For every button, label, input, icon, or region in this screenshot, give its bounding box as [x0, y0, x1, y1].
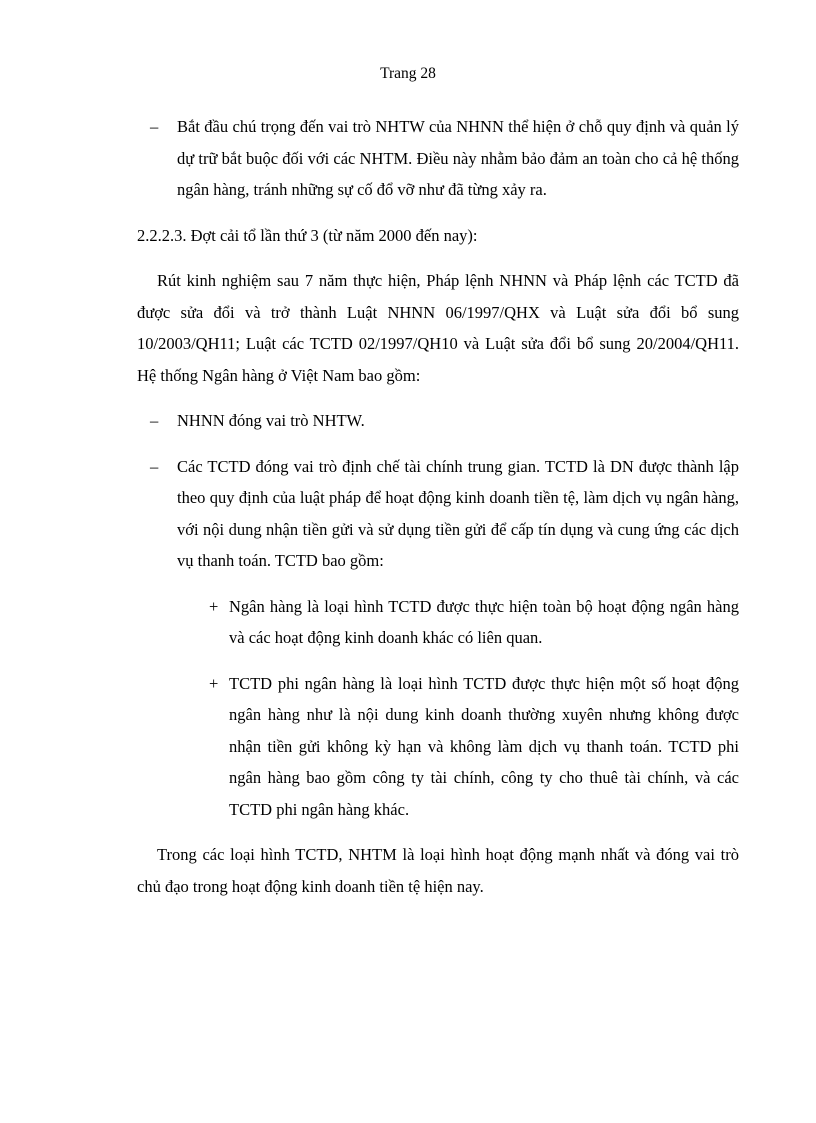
system-item-sbv — [137, 405, 739, 437]
tctd-type-text: TCTD phi ngân hàng là loại hình TCTD được thực hiện một số hoạt động ngân hàng như là nội dung kinh doanh thường xuyên nhưng không được nhận tiền gửi không kỳ hạn và không làm dịch vụ thanh toán. TCTD phi ngân hàng bao gồm công ty tài chính, công ty cho thuê tài chính, và các TCTD phi ngân hàng khác. — [229, 673, 739, 819]
system-item-text: NHNN đóng vai trò NHTW. — [177, 411, 365, 430]
tctd-type-bank — [137, 591, 739, 654]
section-heading: 2.2.2.3. Đợt cải tổ lần thứ 3 (từ năm 2000 đến nay): — [137, 225, 478, 245]
dash-bullet-marker: – — [150, 411, 159, 430]
tctd-type-non-bank — [137, 668, 739, 826]
page-number-header: Trang 28 — [380, 65, 436, 82]
system-item-text: Các TCTD đóng vai trò định chế tài chính trung gian. TCTD là DN được thành lập theo quy định của luật pháp để hoạt động kinh doanh tiền tệ, làm dịch vụ ngân hàng, với nội dung nhận tiền gửi và sử dụng tiền gửi để cấp tín dụng và cung ứng các dịch vụ thanh toán. TCTD bao gồm: — [177, 456, 739, 570]
plus-bullet-marker: + — [209, 673, 219, 693]
tctd-types-list — [137, 591, 739, 826]
intro-bullet-text: Bắt đầu chú trọng đến vai trò NHTW của NHNN thể hiện ở chỗ quy định và quản lý dự trữ bắt buộc đối với các NHTM. Điều này nhằm bảo đảm an toàn cho cả hệ thống ngân hàng, tránh những sự cố đổ vỡ như đã từng xảy ra. — [177, 117, 739, 199]
page-content — [137, 111, 739, 902]
tctd-type-text: Ngân hàng là loại hình TCTD được thực hiện toàn bộ hoạt động ngân hàng và các hoạt động kinh doanh khác có liên quan. — [229, 596, 739, 647]
dash-bullet-marker: – — [150, 456, 159, 476]
plus-bullet-marker: + — [209, 596, 219, 616]
dash-bullet-marker: – — [150, 117, 159, 136]
system-item-credit-institutions — [137, 451, 739, 577]
intro-bullet-item — [137, 111, 739, 206]
paragraph-banking-law-changes: Rút kinh nghiệm sau 7 năm thực hiện, Pháp lệnh NHNN và Pháp lệnh các TCTD đã được sửa đổi và trở thành Luật NHNN 06/1997/QHX và Luật sửa đổi bổ sung 10/2003/QH11; Luật các TCTD 02/1997/QH10 và Luật sửa đổi bổ sung 20/2004/QH11. Hệ thống Ngân hàng ở Việt Nam bao gồm: — [137, 271, 739, 385]
paragraph-nhtm-role: Trong các loại hình TCTD, NHTM là loại hình hoạt động mạnh nhất và đóng vai trò chủ đạo trong hoạt động kinh doanh tiền tệ hiện nay. — [137, 845, 739, 896]
